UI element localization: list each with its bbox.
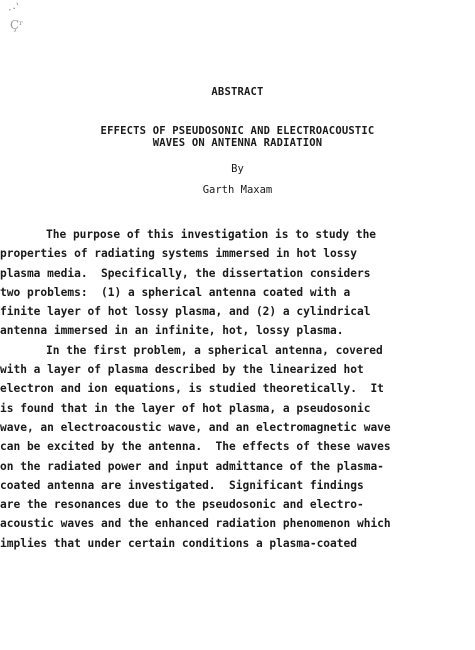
paragraph-2 [0,341,475,553]
title-line-2: WAVES ON ANTENNA RADIATION [152,137,323,149]
author-name: Garth Maxam [202,184,273,196]
corner-scribble-mark: ··ˈ [6,0,23,17]
text-line: electron and ion equations, is studied theoretically. It [0,382,384,396]
text-line: finite layer of hot lossy plasma, and (2) a cylindrical [0,305,371,319]
text-line: two problems: (1) a spherical antenna coated with a [0,285,351,299]
text-line: coated antenna are investigated. Significant findings [0,478,364,492]
text-line: In the first problem, a spherical antenna, covered [46,343,383,357]
abstract-body [0,225,475,553]
text-line: are the resonances due to the pseudosonic and electro- [0,498,364,512]
by-label: By [231,163,244,175]
text-line: on the radiated power and input admittance of the plasma- [0,459,384,473]
text-line: The purpose of this investigation is to study the [46,228,377,241]
text-line: with a layer of plasma described by the linearized hot [0,363,364,377]
title-line-1: EFFECTS OF PSEUDOSONIC AND ELECTROACOUSTIC [100,125,375,137]
text-line: antenna immersed in an infinite, hot, lossy plasma. [0,324,344,338]
text-line: acoustic waves and the enhanced radiation phenomenon which [0,517,391,531]
text-line: wave, an electroacoustic wave, and an electromagnetic wave [0,420,391,434]
text-line: plasma media. Specifically, the dissertation considers [0,266,371,280]
text-line: is found that in the layer of hot plasma, a pseudosonic [0,401,371,415]
paragraph-1 [0,225,475,341]
text-line: implies that under certain conditions a plasma-coated [0,536,357,550]
text-line: can be excited by the antenna. The effects of these waves [0,440,391,454]
corner-scribble-mark-2: Çʳ [10,18,24,32]
abstract-heading: ABSTRACT [211,86,264,98]
text-line: properties of radiating systems immersed in hot lossy [0,247,357,261]
